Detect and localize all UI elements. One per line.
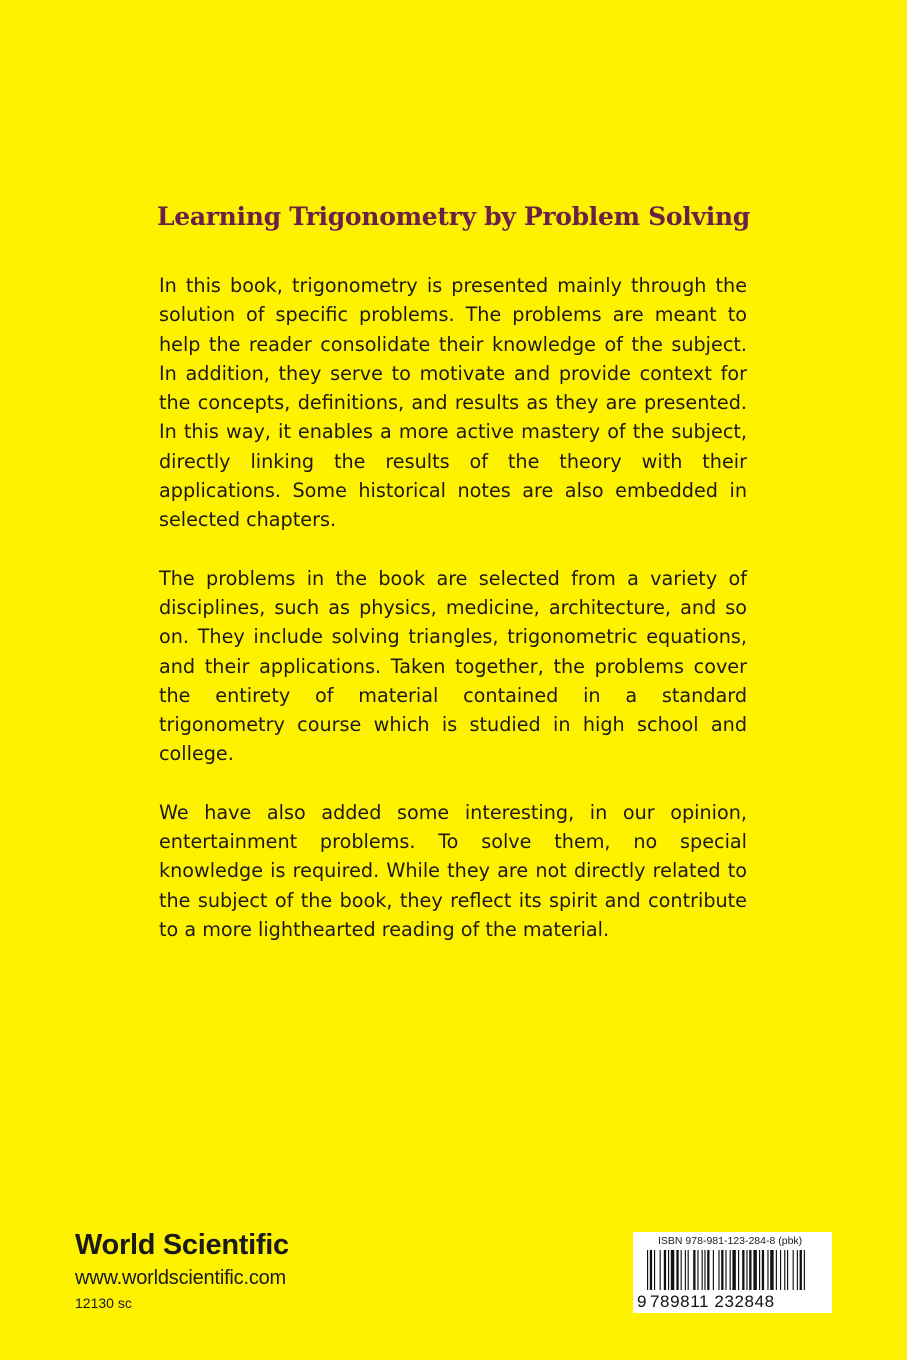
- barcode-bar: [787, 1250, 788, 1290]
- barcode-lead-digit: 9: [637, 1292, 648, 1311]
- barcode-bar: [688, 1250, 689, 1290]
- isbn-barcode-box: [633, 1232, 832, 1313]
- barcode-bar: [776, 1250, 777, 1290]
- barcode-number: 789811 232848: [650, 1292, 775, 1311]
- barcode-bar: [762, 1250, 764, 1290]
- barcode-bar: [742, 1250, 744, 1290]
- publisher-block: [75, 1228, 289, 1313]
- barcode-bar: [693, 1250, 695, 1290]
- barcode-bar: [753, 1250, 756, 1290]
- publisher-code: 12130 sc: [75, 1295, 132, 1311]
- publisher-url: www.worldscientific.com: [75, 1267, 287, 1289]
- barcode-bar: [697, 1250, 698, 1290]
- barcode-bar: [681, 1250, 682, 1290]
- blurb-paragraph-1: In this book, trigonometry is presented mainly through the solution of specific problems. The problems are meant to help the reader consolidate their knowledge of the subject. In addition, they serve to motivate and provide context for the concepts, definitions, and results as they are presented. In this way, it enables a more active mastery of the subject, directly linking the results of the theory with their applications. Some historical notes are also embedded in selected chapters.: [159, 274, 747, 532]
- barcode-bar: [660, 1250, 661, 1290]
- barcode-bar: [721, 1250, 723, 1290]
- barcode-bar: [732, 1250, 735, 1290]
- barcode-bar: [793, 1250, 794, 1290]
- barcode-bar: [738, 1250, 739, 1290]
- barcode-bar: [647, 1250, 648, 1290]
- barcode-bar: [671, 1250, 674, 1290]
- blurb-paragraph-2: The problems in the book are selected from a variety of disciplines, such as physics, medicine, architecture, and so on. They include solving triangles, trigonometric equations, and their applications. Taken together, the problems cover the entirety of material contained in a standard trigonometry course which is studied in high school and college.: [159, 566, 747, 766]
- barcode-bar: [718, 1250, 719, 1290]
- barcode-bar: [800, 1250, 802, 1290]
- isbn-label: ISBN 978-981-123-284-8 (pbk): [658, 1235, 803, 1247]
- barcode-image: [633, 1250, 832, 1294]
- barcode-bar: [668, 1250, 669, 1290]
- blurb-paragraph-3: We have also added some interesting, in our opinion, entertainment problems. To solve them, no special knowledge is required. While they are not directly related to the subject of the book, they reflect its spirit and contribute to a more lighthearted reading of the material.: [159, 800, 747, 941]
- barcode-bar: [770, 1250, 773, 1290]
- barcode-bar: [725, 1250, 726, 1290]
- barcode-bar: [685, 1250, 686, 1290]
- barcode-bar: [804, 1250, 805, 1290]
- barcode-bar: [784, 1250, 785, 1290]
- barcode-bar: [702, 1250, 703, 1290]
- barcode-bar: [780, 1250, 781, 1290]
- barcode-bar: [664, 1250, 666, 1290]
- barcode-bar: [767, 1250, 768, 1290]
- barcode-bar: [650, 1250, 652, 1290]
- barcode-bar: [676, 1250, 678, 1290]
- barcode-bar: [730, 1250, 731, 1290]
- barcode-bar: [704, 1250, 705, 1290]
- back-cover-blurb: [159, 271, 747, 973]
- barcode-bar: [759, 1250, 760, 1290]
- publisher-name: World Scientific: [75, 1229, 289, 1261]
- barcode-bar: [797, 1250, 798, 1290]
- barcode-bar: [749, 1250, 751, 1290]
- barcode-bar: [713, 1250, 714, 1290]
- barcode-bar: [654, 1250, 655, 1290]
- barcode-bar: [707, 1250, 709, 1290]
- book-title: Learning Trigonometry by Problem Solving: [157, 202, 750, 231]
- barcode-bar: [746, 1250, 747, 1290]
